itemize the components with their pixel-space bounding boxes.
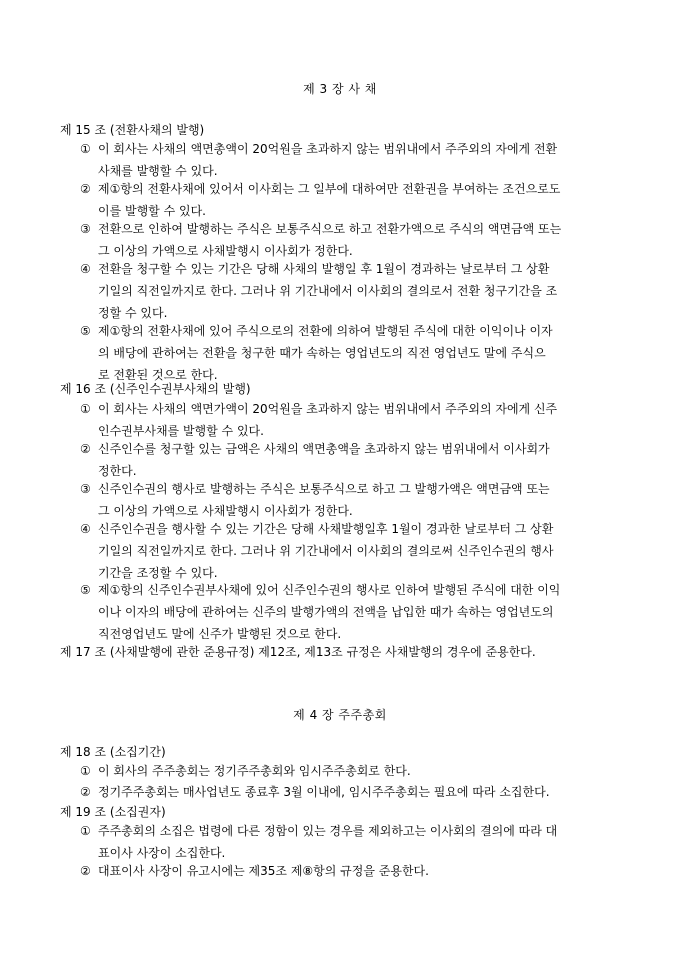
item-text: 전환을 청구할 수 있는 기간은 당해 사채의 발행일 후 1월이 경과하는 날로부터 그 상환 (98, 262, 550, 276)
article-19-item-1 (80, 820, 625, 864)
item-number: ③ (80, 482, 91, 496)
article-16-item-4 (80, 518, 625, 584)
article-16-item-2 (80, 438, 625, 482)
item-text: 그 이상의 가액으로 사채발행시 이사회가 정한다. (98, 244, 353, 258)
item-text: 신주인수권을 행사할 수 있는 기간은 당해 사채발행일후 1월이 경과한 날로부터 그 상환 (98, 522, 554, 536)
article-15-item-5 (80, 320, 625, 386)
item-text: 기간을 조정할 수 있다. (98, 566, 218, 580)
item-text: 정기주주총회는 매사업년도 종료후 3월 이내에, 임시주주총회는 필요에 따라 소집한다. (98, 785, 550, 799)
item-number: ② (80, 442, 91, 456)
item-number: ① (80, 142, 91, 156)
item-number: ② (80, 785, 91, 799)
item-text: 이나 이자의 배당에 관하여는 신주의 발행가액의 전액을 납입한 때가 속하는 영업년도의 (98, 605, 554, 619)
article-16-item-5 (80, 579, 625, 645)
chapter-4-title: 제 4 장 주주총회 (293, 708, 387, 722)
item-number: ① (80, 764, 91, 778)
article-16-item-1 (80, 398, 625, 442)
chapter-3-title: 제 3 장 사 채 (303, 82, 377, 96)
article-15-heading: 제 15 조 (전환사채의 발행) (60, 123, 205, 137)
item-text: 의 배당에 관하여는 전환을 청구한 때가 속하는 영업년도의 직전 영업년도 말에 주식으 (98, 346, 546, 360)
item-text: 제①항의 신주인수권부사채에 있어 신주인수권의 행사로 인하여 발행된 주식에 대한 이익 (98, 583, 561, 597)
item-text: 이 회사는 사채의 액면가액이 20억원을 초과하지 않는 범위내에서 주주외의 자에게 신주 (98, 402, 558, 416)
item-text: 신주인수권의 행사로 발행하는 주식은 보통주식으로 하고 그 발행가액은 액면금액 또는 (98, 482, 550, 496)
item-text: 대표이사 사장이 유고시에는 제35조 제⑧항의 규정을 준용한다. (98, 864, 429, 878)
item-text: 전환으로 인하여 발행하는 주식은 보통주식으로 하고 전환가액으로 주식의 액면금액 또는 (98, 222, 562, 236)
item-number: ④ (80, 262, 91, 276)
item-text: 주주총회의 소집은 법령에 다른 정함이 있는 경우를 제외하고는 이사회의 결의에 따라 대 (98, 824, 558, 838)
item-number: ⑤ (80, 583, 91, 597)
item-text: 신주인수를 청구할 있는 금액은 사채의 액면총액을 초과하지 않는 범위내에서 이사회가 (98, 442, 550, 456)
item-text: 기일의 직전일까지로 한다. 그러나 위 기간내에서 이사회의 결의로써 신주인수권의 행사 (98, 544, 554, 558)
item-text: 이를 발행할 수 있다. (98, 204, 206, 218)
item-text: 정한다. (98, 464, 137, 478)
item-text: 이 회사의 주주총회는 정기주주총회와 임시주주총회로 한다. (98, 764, 411, 778)
item-number: ② (80, 864, 91, 878)
article-19-item-2 (80, 860, 625, 882)
article-19-heading: 제 19 조 (소집권자) (60, 805, 166, 819)
item-text: 기일의 직전일까지로 한다. 그러나 위 기간내에서 이사회의 결의로서 전환 청구기간을 조 (98, 284, 558, 298)
article-18-item-1 (80, 760, 625, 782)
article-18-heading: 제 18 조 (소집기간) (60, 745, 166, 759)
article-15-item-3 (80, 218, 625, 262)
item-text: 사채를 발행할 수 있다. (98, 164, 218, 178)
article-15-item-1 (80, 138, 625, 182)
item-number: ⑤ (80, 324, 91, 338)
item-number: ③ (80, 222, 91, 236)
item-number: ① (80, 824, 91, 838)
article-18-item-2 (80, 781, 625, 803)
item-text: 로 전환된 것으로 한다. (98, 368, 218, 382)
item-text: 제①항의 전환사채에 있어 주식으로의 전환에 의하여 발행된 주식에 대한 이익이나 이자 (98, 324, 553, 338)
article-15-item-2 (80, 178, 625, 222)
item-number: ② (80, 182, 91, 196)
item-text: 제①항의 전환사채에 있어서 이사회는 그 일부에 대하여만 전환권을 부여하는 조건으로도 (98, 182, 561, 196)
item-number: ④ (80, 522, 91, 536)
article-15-item-4 (80, 258, 625, 324)
item-text: 그 이상의 가액으로 사채발행시 이사회가 정한다. (98, 504, 353, 518)
item-text: 직전영업년도 말에 신주가 발행된 것으로 한다. (98, 627, 342, 641)
item-number: ① (80, 402, 91, 416)
item-text: 인수권부사채를 발행할 수 있다. (98, 424, 264, 438)
article-16-heading: 제 16 조 (신주인수권부사채의 발행) (60, 382, 251, 396)
article-17-text: 제 17 조 (사채발행에 관한 준용규정) 제12조, 제13조 규정은 사채발행의 경우에 준용한다. (60, 645, 536, 659)
item-text: 이 회사는 사채의 액면총액이 20억원을 초과하지 않는 범위내에서 주주외의 자에게 전환 (98, 142, 558, 156)
item-text: 정할 수 있다. (98, 306, 168, 320)
article-16-item-3 (80, 478, 625, 522)
item-text: 표이사 사장이 소집한다. (98, 846, 226, 860)
